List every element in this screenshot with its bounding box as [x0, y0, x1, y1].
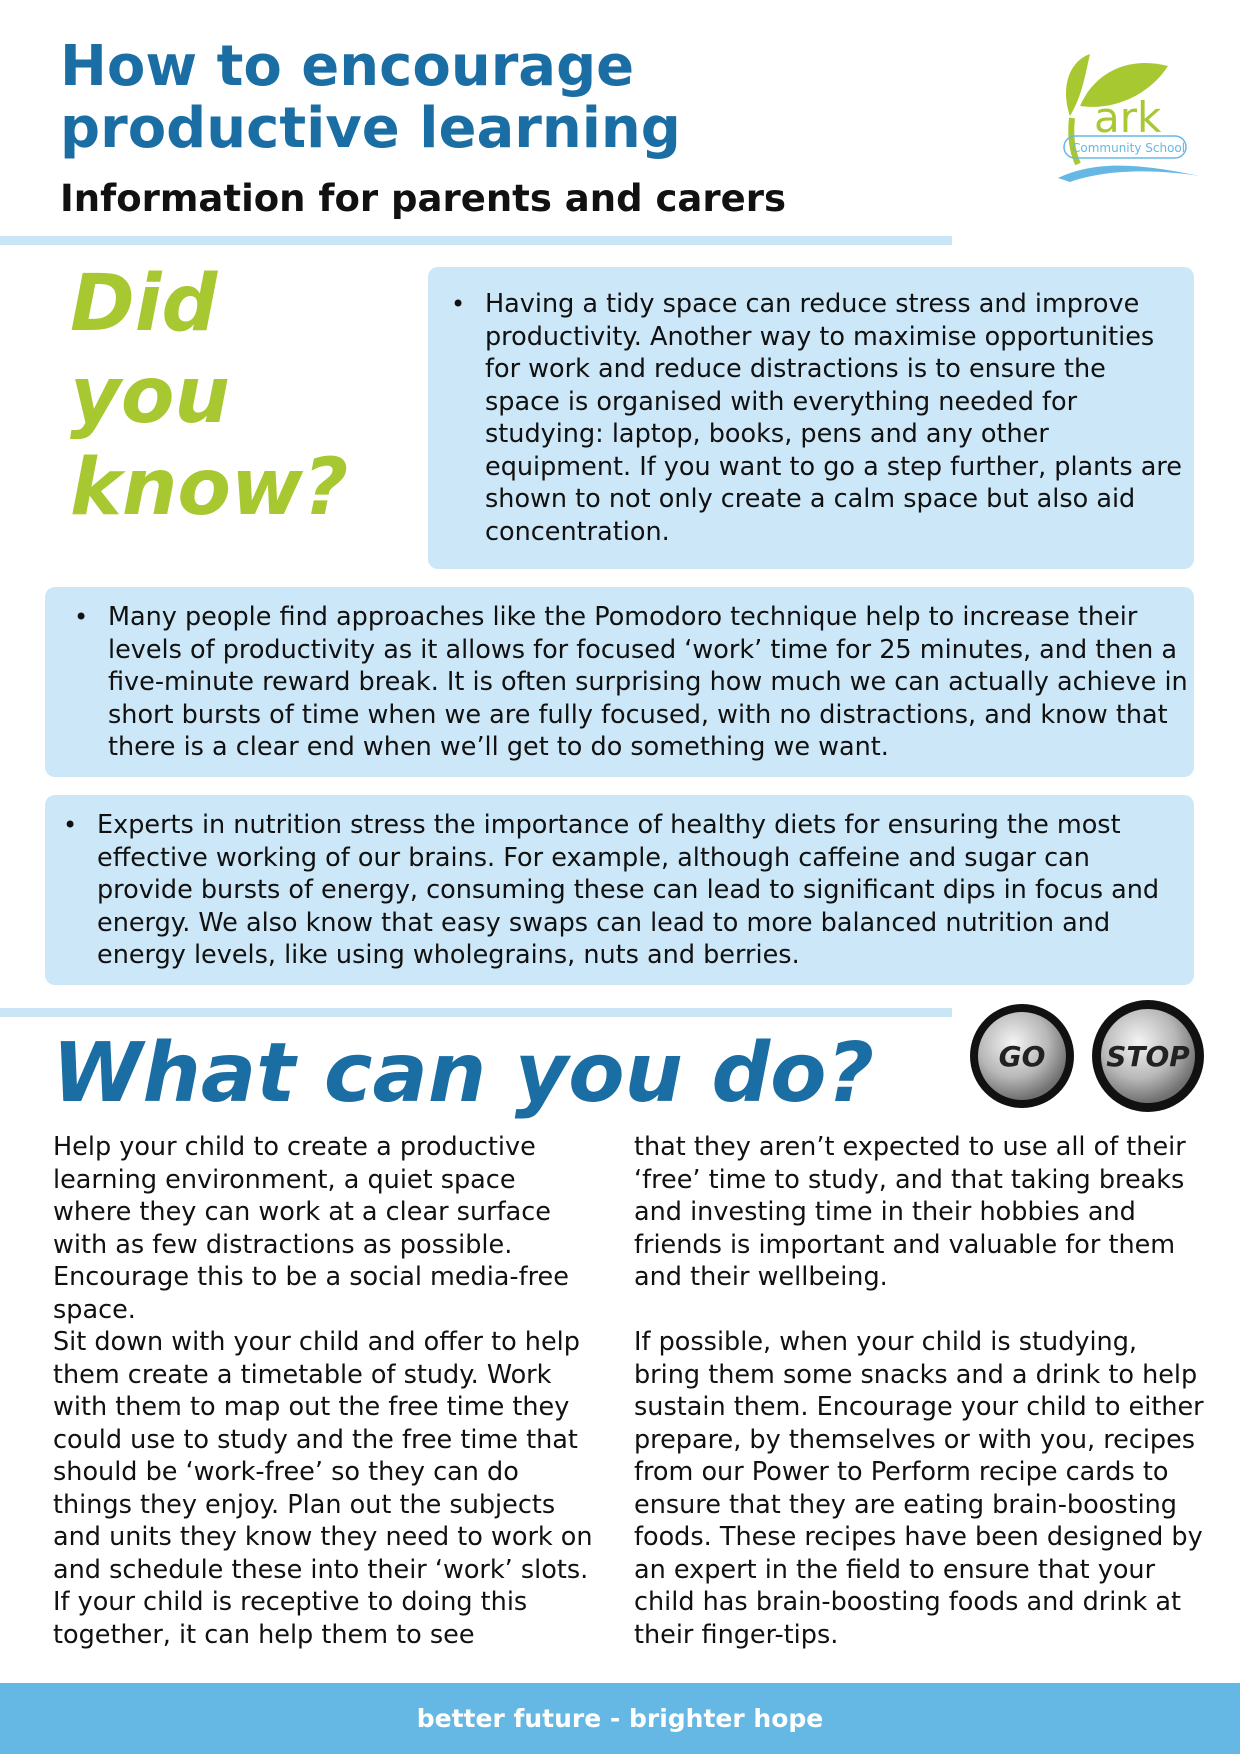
title-line-1: How to encourage	[60, 34, 635, 99]
title-line-2: productive learning	[60, 96, 681, 161]
go-stop-buttons-graphic	[968, 996, 1208, 1120]
footer-slogan: better future - brighter hope	[416, 1704, 824, 1733]
advice-paragraph: that they aren’t expected to use all of their ‘free’ time to study, and that taking breaks and investing time in their hobbies and friends is important and valuable for them and their wellbeing.	[634, 1132, 1186, 1292]
fact-box-3	[45, 795, 1194, 985]
stop-label: STOP	[1106, 1040, 1190, 1073]
school-logo	[1050, 46, 1210, 186]
advice-paragraph: Help your child to create a productive learning environment, a quiet space where they can work at a clear surface with as few distractions as possible. Encourage this to be a social media-free space.	[53, 1132, 569, 1325]
footer-bar	[0, 1683, 1240, 1754]
page-subtitle: Information for parents and carers	[60, 177, 786, 220]
fact-1-text: • Having a tidy space can reduce stress and improve productivity. Another way to maximise opportunities for work and reduce distractions is to ensure the space is organised with everything needed for studying: laptop, books, pens and any other equipment. If you want to go a step further, plants are shown to not only create a calm space but also aid concentration.	[485, 288, 1185, 548]
fact-box-2	[45, 587, 1194, 777]
logo-name: ark	[1094, 93, 1162, 142]
advice-paragraph: Sit down with your child and offer to help them create a timetable of study. Work with them to map out the free time they could use to study and the free time that should be ‘work-free’ so they can do things they enjoy. Plan out the subjects and units they know they need to work on and schedule these into their ‘work’ slots. If your child is receptive to doing this together, it can help them to see	[53, 1327, 593, 1650]
header-divider	[0, 236, 952, 245]
what-can-you-do-heading: What can you do?	[52, 1026, 875, 1121]
page-title	[60, 36, 960, 160]
did-you-know-heading	[70, 258, 400, 534]
advice-column-right	[634, 1131, 1204, 1651]
fact-3-text: • Experts in nutrition stress the importance of healthy diets for ensuring the most effective working of our brains. For example, although caffeine and sugar can provide bursts of energy, consuming these can lead to significant dips in focus and energy. We also know that easy swaps can lead to more balanced nutrition and energy levels, like using wholegrains, nuts and berries.	[97, 809, 1187, 972]
logo-tagline: Community School	[1072, 141, 1186, 155]
go-label: GO	[998, 1040, 1046, 1073]
advice-paragraph: If possible, when your child is studying, bring them some snacks and a drink to help sustain them. Encourage your child to either prepare, by themselves or with you, recipes from our Power to Perform recipe cards to ensure that they are eating brain-boosting foods. These recipes have been designed by an expert in the field to ensure that your child has brain-boosting foods and drink at their finger-tips.	[634, 1327, 1204, 1650]
fact-2-text: • Many people find approaches like the Pomodoro technique help to increase their levels of productivity as it allows for focused ‘work’ time for 25 minutes, and then a five-minute reward break. It is often surprising how much we can actually achieve in short bursts of time when we are fully focused, with no distractions, and know that there is a clear end when we’ll get to do something we want.	[108, 601, 1188, 764]
section-divider	[0, 1008, 952, 1017]
did-you-know-line-1: Did you	[70, 259, 230, 441]
fact-box-1	[428, 267, 1194, 569]
did-you-know-line-2: know?	[70, 443, 349, 533]
advice-column-left	[53, 1131, 601, 1651]
